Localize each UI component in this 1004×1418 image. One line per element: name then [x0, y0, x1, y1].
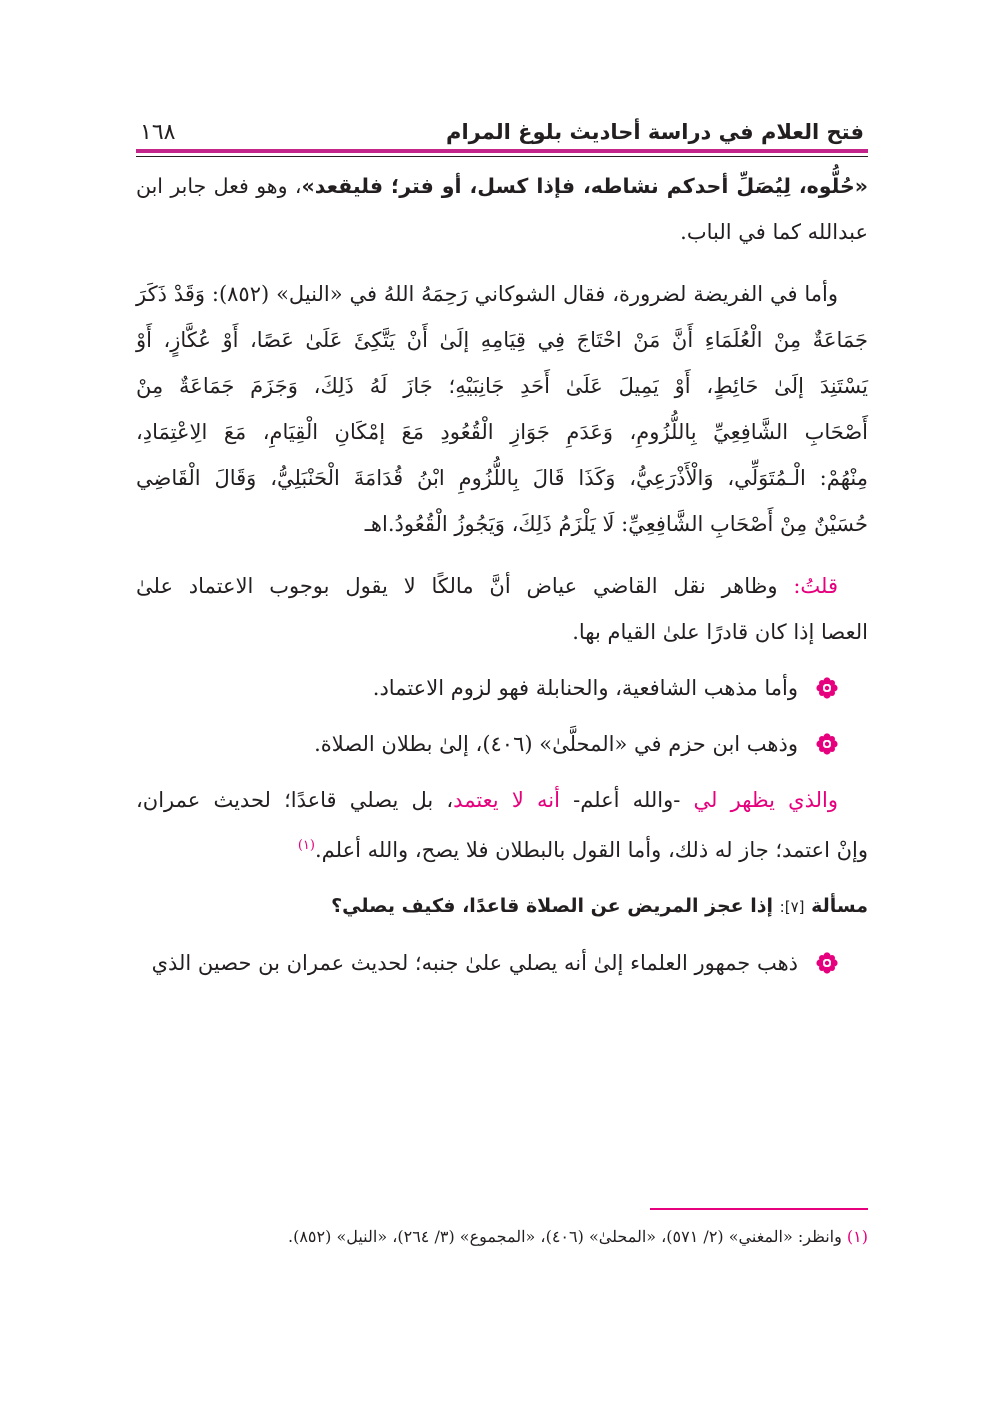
text-line: مِنْهُمْ: الْـمُتَوَلِّي، وَالْأَذْرَعِيُّ، وَكَذَا قَالَ بِاللُّزُومِ ابْنُ قُدَامَةَ الْحَنْبَلِيُّ، وَقَالَ الْقَاضِي — [136, 466, 868, 490]
flower-ornament-icon — [816, 677, 838, 699]
text-span: ، بل يصلي قاعدًا؛ لحديث عمران، — [136, 788, 454, 812]
flower-ornament-icon — [816, 952, 838, 974]
author-opinion-text: أنه لا يعتمد — [453, 788, 560, 812]
footnote-number: (١) — [846, 1227, 868, 1246]
book-title: فتح العلام في دراسة أحاديث بلوغ المرام — [446, 120, 864, 144]
page-number: ١٦٨ — [140, 120, 176, 145]
bullet-text: ذهب جمهور العلماء إلىٰ أنه يصلي علىٰ جنبه؛ لحديث عمران بن حصين الذي — [151, 951, 798, 975]
question-text: إذا عجز المريض عن الصلاة قاعدًا، فكيف يصلي؟ — [331, 895, 780, 917]
bullet-text: وذهب ابن حزم في «المحلَّىٰ» (٤٠٦)، إلىٰ بطلان الصلاة. — [314, 732, 798, 756]
text-line — [136, 563, 868, 609]
bullet-text: وأما مذهب الشافعية، والحنابلة فهو لزوم الاعتماد. — [372, 676, 798, 700]
question-number: [٧]: — [779, 898, 805, 916]
author-note-label: قلتُ: — [793, 574, 838, 598]
text-span: -والله أعلم- — [559, 788, 694, 812]
text-line — [136, 823, 868, 873]
text-line: العصا إذا كان قادرًا علىٰ القيام بها. — [572, 620, 868, 644]
text-line — [136, 163, 868, 209]
text-span: وظاهر نقل القاضي عياض أنَّ مالكًا لا يقول بوجوب الاعتماد علىٰ — [136, 574, 794, 598]
question-label: مسألة — [811, 895, 868, 917]
text-span: ، وهو فعل جابر ابن — [136, 174, 302, 198]
header-rule-thin — [136, 156, 868, 157]
bullet-item — [136, 721, 868, 767]
text-line: وأما في الفريضة لضرورة، فقال الشوكاني رَحِمَهُ اللهُ في «النيل» (٨٥٢): وَقَدْ ذَكَرَ — [136, 282, 838, 306]
text-line: عبدالله كما في الباب. — [680, 220, 868, 244]
text-line — [136, 777, 868, 823]
bullet-item — [136, 665, 868, 711]
hadith-quote: «حُلُّوه، لِيُصَلِّ أحدكم نشاطه، فإذا كسل، أو فتر؛ فليقعد» — [301, 174, 868, 198]
header-rule-thick — [136, 149, 868, 153]
author-opinion-text: والذي يظهر لي — [693, 788, 838, 812]
bullet-item — [136, 940, 868, 986]
text-line: يَسْتَنِدَ إلَىٰ حَائِطٍ، أَوْ يَمِيلَ عَلَىٰ أَحَدِ جَانِبَيْهِ؛ جَازَ لَهُ ذَلِكَ، وَجَزَمَ جَمَاعَةٌ مِنْ — [136, 374, 868, 398]
footnote-separator — [650, 1208, 868, 1210]
footnote-text: وانظر: «المغني» (٢/ ٥٧١)، «المحلىٰ» (٤٠٦)، «المجموع» (٣/ ٢٦٤)، «النيل» (٨٥٢). — [288, 1227, 847, 1246]
page-body — [136, 163, 868, 986]
footnote-reference[interactable]: (١) — [297, 838, 315, 853]
footnote — [136, 1222, 868, 1252]
text-line: أَصْحَابِ الشَّافِعِيِّ بِاللُّزُومِ، وَعَدَمِ جَوَازِ الْقُعُودِ مَعَ إمْكَانِ الْقِيَامِ، مَعَ الِاعْتِمَادِ، — [136, 420, 868, 444]
flower-ornament-icon — [816, 733, 838, 755]
text-line: حُسَيْنٌ مِنْ أَصْحَابِ الشَّافِعِيِّ: لَا يَلْزَمُ ذَلِكَ، وَيَجُوزُ الْقُعُودُ.اهـ — [364, 512, 868, 536]
text-span: وإنْ اعتمد؛ جاز له ذلك، وأما القول بالبطلان فلا يصح، والله أعلم. — [314, 838, 868, 862]
section-question — [136, 883, 868, 930]
text-line: جَمَاعَةٌ مِنْ الْعُلَمَاءِ أَنَّ مَنْ احْتَاجَ فِي قِيَامِهِ إلَىٰ أَنْ يَتَّكِئَ عَلَىٰ عَصًا، أَوْ عُكَّازٍ، أَوْ — [136, 328, 868, 352]
